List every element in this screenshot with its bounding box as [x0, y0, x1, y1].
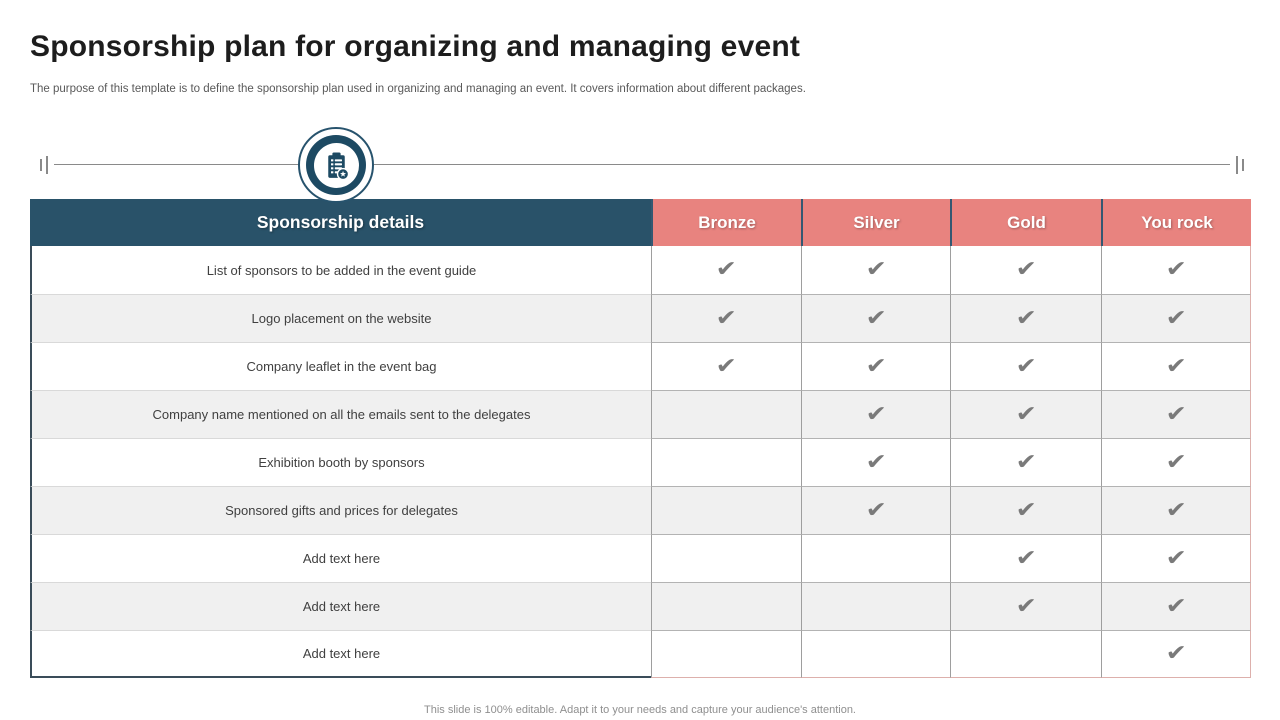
- check-icon: ✔: [1015, 401, 1037, 427]
- check-icon: ✔: [715, 305, 738, 331]
- timeline-end-tick: [1236, 156, 1238, 174]
- check-cell: [801, 582, 950, 630]
- page-subtitle: The purpose of this template is to define the sponsorship plan used in organizing and managing an event. It covers information about different packages.: [30, 83, 806, 95]
- table-header-silver: Silver: [801, 199, 950, 246]
- clipboard-star-icon: [298, 127, 374, 203]
- row-label: List of sponsors to be added in the event guide: [30, 246, 651, 294]
- check-icon: ✔: [1015, 353, 1037, 379]
- check-icon: ✔: [1015, 305, 1037, 331]
- check-cell: [1101, 294, 1251, 342]
- check-icon: ✔: [865, 305, 887, 331]
- check-cell: [1101, 246, 1251, 294]
- check-cell: [950, 246, 1101, 294]
- check-cell: [651, 630, 801, 678]
- check-cell: [950, 486, 1101, 534]
- check-cell: [801, 438, 950, 486]
- check-cell: [950, 630, 1101, 678]
- check-cell: [801, 342, 950, 390]
- clipboard-checklist-star-glyph: [320, 149, 353, 182]
- timeline-end-tick: [1242, 159, 1244, 171]
- check-cell: [1101, 390, 1251, 438]
- check-cell: [801, 390, 950, 438]
- add-text-placeholder[interactable]: Add text here: [30, 534, 651, 582]
- add-text-placeholder[interactable]: Add text here: [30, 582, 651, 630]
- check-cell: [950, 390, 1101, 438]
- check-cell: [651, 582, 801, 630]
- check-icon: ✔: [1165, 305, 1187, 331]
- row-label: Company name mentioned on all the emails sent to the delegates: [30, 390, 651, 438]
- table-header-you-rock: You rock: [1101, 199, 1251, 246]
- check-icon: ✔: [1165, 593, 1187, 619]
- timeline-end-tick: [46, 156, 48, 174]
- timeline-end-tick: [40, 159, 42, 171]
- check-cell: [651, 246, 801, 294]
- check-cell: [801, 534, 950, 582]
- check-icon: ✔: [1165, 257, 1187, 282]
- check-icon: ✔: [865, 353, 887, 379]
- row-label: Exhibition booth by sponsors: [30, 438, 651, 486]
- check-icon: ✔: [865, 497, 887, 523]
- editable-note: This slide is 100% editable. Adapt it to your needs and capture your audience's attention.: [424, 704, 856, 716]
- check-cell: [950, 294, 1101, 342]
- check-cell: [1101, 582, 1251, 630]
- timeline-divider: [40, 154, 1244, 176]
- check-cell: [950, 582, 1101, 630]
- check-cell: [651, 342, 801, 390]
- row-label: Company leaflet in the event bag: [30, 342, 651, 390]
- page-title: Sponsorship plan for organizing and managing event: [30, 30, 801, 63]
- check-cell: [1101, 486, 1251, 534]
- check-icon: ✔: [715, 257, 738, 282]
- check-icon: ✔: [715, 353, 738, 379]
- check-icon: ✔: [1165, 497, 1187, 523]
- check-icon: ✔: [865, 401, 887, 427]
- check-cell: [1101, 630, 1251, 678]
- check-cell: [950, 342, 1101, 390]
- check-icon: ✔: [1165, 401, 1187, 427]
- check-icon: ✔: [1165, 449, 1187, 475]
- table-header-bronze: Bronze: [651, 199, 801, 246]
- check-cell: [651, 534, 801, 582]
- check-cell: [801, 246, 950, 294]
- icon-ring: [306, 135, 366, 195]
- check-icon: ✔: [865, 257, 887, 282]
- check-icon: ✔: [1015, 257, 1037, 282]
- add-text-placeholder[interactable]: Add text here: [30, 630, 651, 678]
- check-icon: ✔: [1015, 545, 1037, 571]
- table-header-details: Sponsorship details: [30, 199, 651, 246]
- check-icon: ✔: [1015, 593, 1037, 619]
- check-cell: [1101, 438, 1251, 486]
- table-header-gold: Gold: [950, 199, 1101, 246]
- check-cell: [950, 438, 1101, 486]
- check-cell: [651, 294, 801, 342]
- check-cell: [651, 438, 801, 486]
- check-icon: ✔: [1165, 641, 1187, 666]
- check-cell: [950, 534, 1101, 582]
- check-icon: ✔: [865, 449, 887, 475]
- check-cell: [1101, 342, 1251, 390]
- icon-core: [314, 143, 359, 188]
- check-icon: ✔: [1015, 497, 1037, 523]
- check-cell: [651, 486, 801, 534]
- sponsorship-table: [30, 199, 1251, 678]
- timeline-line: [54, 164, 1230, 165]
- check-icon: ✔: [1015, 449, 1037, 475]
- check-cell: [1101, 534, 1251, 582]
- row-label: Logo placement on the website: [30, 294, 651, 342]
- check-icon: ✔: [1165, 545, 1187, 571]
- check-icon: ✔: [1165, 353, 1187, 379]
- check-cell: [801, 630, 950, 678]
- row-label: Sponsored gifts and prices for delegates: [30, 486, 651, 534]
- check-cell: [801, 294, 950, 342]
- check-cell: [651, 390, 801, 438]
- check-cell: [801, 486, 950, 534]
